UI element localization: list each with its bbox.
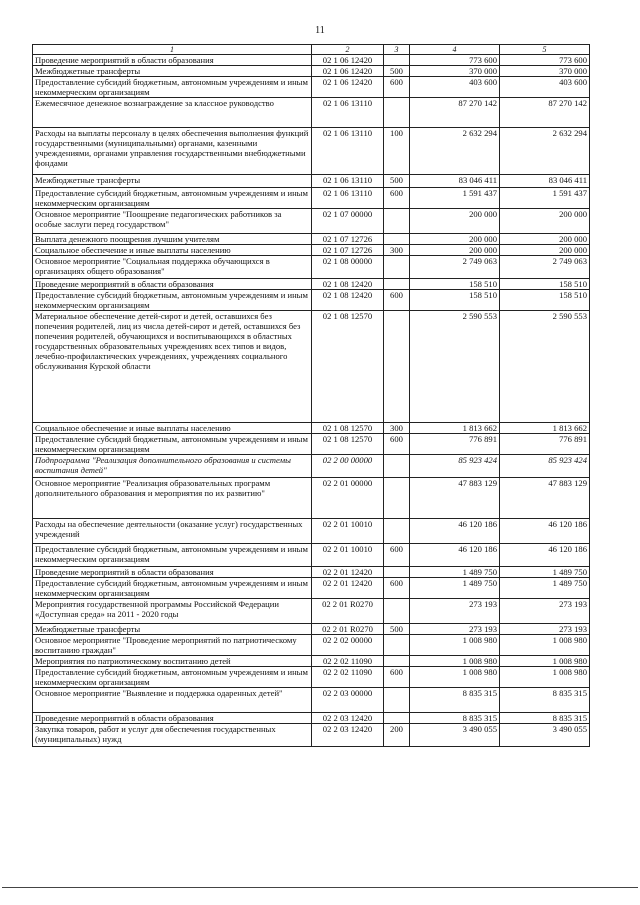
expense-type-cell: 300 xyxy=(384,423,410,434)
amount-year1-cell: 1 489 750 xyxy=(410,567,500,578)
amount-year2-cell: 403 600 xyxy=(500,77,590,98)
amount-year2-cell: 46 120 186 xyxy=(500,544,590,567)
amount-year1-cell: 83 046 411 xyxy=(410,175,500,188)
row-name-cell: Проведение мероприятий в области образования xyxy=(33,55,312,66)
row-name-cell: Расходы на обеспечение деятельности (оказание услуг) государственных учреждений xyxy=(33,519,312,544)
amount-year1-cell: 8 835 315 xyxy=(410,688,500,713)
amount-year1-cell: 1 008 980 xyxy=(410,656,500,667)
row-name-cell: Основное мероприятие "Выявление и поддержка одаренных детей" xyxy=(33,688,312,713)
table-row xyxy=(33,544,590,567)
row-name-cell: Предоставление субсидий бюджетным, автономным учреждениям и иным некоммерческим организациям xyxy=(33,77,312,98)
amount-year2-cell: 47 883 129 xyxy=(500,478,590,519)
amount-year2-cell: 1 591 437 xyxy=(500,188,590,209)
amount-year1-cell: 403 600 xyxy=(410,77,500,98)
expense-type-cell xyxy=(384,567,410,578)
expense-type-cell: 600 xyxy=(384,290,410,311)
expense-type-cell xyxy=(384,599,410,624)
budget-code-cell: 02 1 07 12726 xyxy=(312,234,384,245)
table-row xyxy=(33,234,590,245)
amount-year1-cell: 1 489 750 xyxy=(410,578,500,599)
column-number: 1 xyxy=(33,45,312,55)
budget-code-cell: 02 1 06 13110 xyxy=(312,188,384,209)
table-row xyxy=(33,279,590,290)
amount-year2-cell: 1 008 980 xyxy=(500,635,590,656)
expense-type-cell xyxy=(384,455,410,478)
amount-year2-cell: 1 489 750 xyxy=(500,578,590,599)
page-number: 11 xyxy=(315,25,325,36)
expense-type-cell: 500 xyxy=(384,66,410,77)
row-name-cell: Подпрограмма "Реализация дополнительного образования и системы воспитания детей" xyxy=(33,455,312,478)
budget-code-cell: 02 2 01 R0270 xyxy=(312,624,384,635)
budget-code-cell: 02 1 08 12570 xyxy=(312,423,384,434)
row-name-cell: Расходы на выплаты персоналу в целях обеспечения выполнения функций государственными (муниципальными) органами, казенными учреждениями, органами управления государственными внебюджетными фондами xyxy=(33,128,312,175)
expense-type-cell: 600 xyxy=(384,77,410,98)
table-row xyxy=(33,128,590,175)
expense-type-cell xyxy=(384,635,410,656)
amount-year1-cell: 85 923 424 xyxy=(410,455,500,478)
row-name-cell: Основное мероприятие "Проведение мероприятий по патриотическому воспитанию граждан" xyxy=(33,635,312,656)
amount-year1-cell: 1 813 662 xyxy=(410,423,500,434)
expense-type-cell: 200 xyxy=(384,724,410,747)
table-row xyxy=(33,175,590,188)
row-name-cell: Основное мероприятие "Социальная поддержка обучающихся в организациях общего образования" xyxy=(33,256,312,279)
table-row xyxy=(33,724,590,747)
budget-code-cell: 02 2 00 00000 xyxy=(312,455,384,478)
amount-year2-cell: 1 008 980 xyxy=(500,667,590,688)
budget-code-cell: 02 2 01 10010 xyxy=(312,519,384,544)
table-row xyxy=(33,455,590,478)
table-row xyxy=(33,624,590,635)
budget-code-cell: 02 1 06 13110 xyxy=(312,98,384,128)
expense-type-cell: 600 xyxy=(384,667,410,688)
budget-code-cell: 02 1 06 12420 xyxy=(312,55,384,66)
expense-type-cell: 500 xyxy=(384,624,410,635)
amount-year1-cell: 273 193 xyxy=(410,624,500,635)
amount-year1-cell: 1 591 437 xyxy=(410,188,500,209)
expense-type-cell xyxy=(384,98,410,128)
row-name-cell: Предоставление субсидий бюджетным, автономным учреждениям и иным некоммерческим организациям xyxy=(33,434,312,455)
amount-year1-cell: 773 600 xyxy=(410,55,500,66)
row-name-cell: Проведение мероприятий в области образования xyxy=(33,279,312,290)
expense-type-cell: 300 xyxy=(384,245,410,256)
table-row xyxy=(33,578,590,599)
expense-type-cell xyxy=(384,311,410,423)
expense-type-cell: 600 xyxy=(384,188,410,209)
amount-year1-cell: 1 008 980 xyxy=(410,635,500,656)
budget-code-cell: 02 2 02 11090 xyxy=(312,656,384,667)
expense-type-cell xyxy=(384,713,410,724)
budget-code-cell: 02 1 08 12570 xyxy=(312,311,384,423)
amount-year2-cell: 773 600 xyxy=(500,55,590,66)
row-name-cell: Основное мероприятие "Поощрение педагогических работников за особые заслуги перед государством" xyxy=(33,209,312,234)
amount-year2-cell: 200 000 xyxy=(500,209,590,234)
table-row xyxy=(33,656,590,667)
expense-type-cell xyxy=(384,688,410,713)
amount-year2-cell: 370 000 xyxy=(500,66,590,77)
table-row xyxy=(33,188,590,209)
amount-year2-cell: 2 749 063 xyxy=(500,256,590,279)
amount-year1-cell: 200 000 xyxy=(410,234,500,245)
table-row xyxy=(33,635,590,656)
table-row xyxy=(33,209,590,234)
amount-year1-cell: 200 000 xyxy=(410,209,500,234)
table-row xyxy=(33,478,590,519)
amount-year1-cell: 46 120 186 xyxy=(410,544,500,567)
column-number: 4 xyxy=(410,45,500,55)
budget-code-cell: 02 2 01 10010 xyxy=(312,544,384,567)
amount-year2-cell: 1 489 750 xyxy=(500,567,590,578)
row-name-cell: Межбюджетные трансферты xyxy=(33,624,312,635)
table-row xyxy=(33,667,590,688)
budget-code-cell: 02 1 06 12420 xyxy=(312,77,384,98)
amount-year2-cell: 85 923 424 xyxy=(500,455,590,478)
amount-year1-cell: 47 883 129 xyxy=(410,478,500,519)
row-name-cell: Предоставление субсидий бюджетным, автономным учреждениям и иным некоммерческим организациям xyxy=(33,578,312,599)
budget-code-cell: 02 2 01 12420 xyxy=(312,567,384,578)
row-name-cell: Проведение мероприятий в области образования xyxy=(33,713,312,724)
row-name-cell: Предоставление субсидий бюджетным, автономным учреждениям и иным некоммерческим организациям xyxy=(33,290,312,311)
amount-year2-cell: 87 270 142 xyxy=(500,98,590,128)
budget-code-cell: 02 1 08 12570 xyxy=(312,434,384,455)
table-row xyxy=(33,713,590,724)
table-row xyxy=(33,567,590,578)
row-name-cell: Ежемесячное денежное вознаграждение за классное руководство xyxy=(33,98,312,128)
amount-year2-cell: 83 046 411 xyxy=(500,175,590,188)
amount-year1-cell: 87 270 142 xyxy=(410,98,500,128)
amount-year1-cell: 776 891 xyxy=(410,434,500,455)
amount-year2-cell: 200 000 xyxy=(500,234,590,245)
budget-code-cell: 02 2 02 00000 xyxy=(312,635,384,656)
table-row xyxy=(33,55,590,66)
expense-type-cell: 600 xyxy=(384,544,410,567)
amount-year1-cell: 370 000 xyxy=(410,66,500,77)
expense-type-cell xyxy=(384,279,410,290)
amount-year2-cell: 200 000 xyxy=(500,245,590,256)
budget-code-cell: 02 2 01 12420 xyxy=(312,578,384,599)
expense-type-cell: 600 xyxy=(384,434,410,455)
table-row xyxy=(33,311,590,423)
amount-year2-cell: 2 590 553 xyxy=(500,311,590,423)
budget-code-cell: 02 1 08 12420 xyxy=(312,290,384,311)
amount-year2-cell: 158 510 xyxy=(500,279,590,290)
table-row xyxy=(33,98,590,128)
amount-year1-cell: 8 835 315 xyxy=(410,713,500,724)
budget-code-cell: 02 1 06 13110 xyxy=(312,175,384,188)
row-name-cell: Выплата денежного поощрения лучшим учителям xyxy=(33,234,312,245)
row-name-cell: Проведение мероприятий в области образования xyxy=(33,567,312,578)
budget-code-cell: 02 1 08 00000 xyxy=(312,256,384,279)
row-name-cell: Межбюджетные трансферты xyxy=(33,66,312,77)
amount-year1-cell: 2 590 553 xyxy=(410,311,500,423)
amount-year1-cell: 46 120 186 xyxy=(410,519,500,544)
column-number: 2 xyxy=(312,45,384,55)
page-bottom-edge xyxy=(2,887,638,888)
amount-year2-cell: 8 835 315 xyxy=(500,713,590,724)
budget-code-cell: 02 1 06 12420 xyxy=(312,66,384,77)
amount-year2-cell: 8 835 315 xyxy=(500,688,590,713)
row-name-cell: Материальное обеспечение детей-сирот и детей, оставшихся без попечения родителей, лиц из числа детей-сирот и детей, оставшихся без попечения родителей, обучающихся и воспитывающихся в областных государственных образовательных учреждениях всех типов и видов, лечебно-профилактических учреждениях, учреждениях социального обслуживания Курской области xyxy=(33,311,312,423)
amount-year2-cell: 1 008 980 xyxy=(500,656,590,667)
table-row xyxy=(33,290,590,311)
expense-type-cell: 500 xyxy=(384,175,410,188)
table-row xyxy=(33,519,590,544)
row-name-cell: Мероприятия государственной программы Российской Федерации «Доступная среда» на 2011 - 2020 годы xyxy=(33,599,312,624)
column-number-row xyxy=(33,45,590,55)
expense-type-cell xyxy=(384,656,410,667)
budget-code-cell: 02 1 06 13110 xyxy=(312,128,384,175)
amount-year1-cell: 158 510 xyxy=(410,290,500,311)
row-name-cell: Мероприятия по патриотическому воспитанию детей xyxy=(33,656,312,667)
budget-code-cell: 02 2 03 12420 xyxy=(312,724,384,747)
table-row xyxy=(33,688,590,713)
row-name-cell: Межбюджетные трансферты xyxy=(33,175,312,188)
amount-year1-cell: 158 510 xyxy=(410,279,500,290)
budget-code-cell: 02 2 01 R0270 xyxy=(312,599,384,624)
row-name-cell: Предоставление субсидий бюджетным, автономным учреждениям и иным некоммерческим организациям xyxy=(33,667,312,688)
amount-year1-cell: 2 749 063 xyxy=(410,256,500,279)
amount-year1-cell: 3 490 055 xyxy=(410,724,500,747)
amount-year2-cell: 3 490 055 xyxy=(500,724,590,747)
amount-year1-cell: 273 193 xyxy=(410,599,500,624)
amount-year2-cell: 2 632 294 xyxy=(500,128,590,175)
expense-type-cell xyxy=(384,234,410,245)
table-row xyxy=(33,77,590,98)
row-name-cell: Предоставление субсидий бюджетным, автономным учреждениям и иным некоммерческим организациям xyxy=(33,188,312,209)
row-name-cell: Предоставление субсидий бюджетным, автономным учреждениям и иным некоммерческим организациям xyxy=(33,544,312,567)
expense-type-cell xyxy=(384,256,410,279)
expense-type-cell xyxy=(384,478,410,519)
expense-type-cell xyxy=(384,209,410,234)
row-name-cell: Закупка товаров, работ и услуг для обеспечения государственных (муниципальных) нужд xyxy=(33,724,312,747)
budget-code-cell: 02 1 08 12420 xyxy=(312,279,384,290)
budget-code-cell: 02 2 03 12420 xyxy=(312,713,384,724)
table-row xyxy=(33,66,590,77)
table-row xyxy=(33,599,590,624)
amount-year2-cell: 776 891 xyxy=(500,434,590,455)
column-number: 5 xyxy=(500,45,590,55)
expense-type-cell xyxy=(384,55,410,66)
row-name-cell: Социальное обеспечение и иные выплаты населению xyxy=(33,245,312,256)
table-row xyxy=(33,256,590,279)
budget-table xyxy=(32,44,590,747)
amount-year1-cell: 1 008 980 xyxy=(410,667,500,688)
amount-year2-cell: 273 193 xyxy=(500,624,590,635)
column-number: 3 xyxy=(384,45,410,55)
expense-type-cell xyxy=(384,519,410,544)
budget-code-cell: 02 2 03 00000 xyxy=(312,688,384,713)
budget-code-cell: 02 2 02 11090 xyxy=(312,667,384,688)
table-row xyxy=(33,245,590,256)
amount-year2-cell: 158 510 xyxy=(500,290,590,311)
amount-year2-cell: 273 193 xyxy=(500,599,590,624)
table-row xyxy=(33,434,590,455)
expense-type-cell: 100 xyxy=(384,128,410,175)
amount-year1-cell: 200 000 xyxy=(410,245,500,256)
amount-year1-cell: 2 632 294 xyxy=(410,128,500,175)
budget-code-cell: 02 1 07 00000 xyxy=(312,209,384,234)
table-row xyxy=(33,423,590,434)
budget-code-cell: 02 1 07 12726 xyxy=(312,245,384,256)
budget-code-cell: 02 2 01 00000 xyxy=(312,478,384,519)
expense-type-cell: 600 xyxy=(384,578,410,599)
amount-year2-cell: 1 813 662 xyxy=(500,423,590,434)
row-name-cell: Основное мероприятие "Реализация образовательных программ дополнительного образования и мероприятия по их развитию" xyxy=(33,478,312,519)
row-name-cell: Социальное обеспечение и иные выплаты населению xyxy=(33,423,312,434)
amount-year2-cell: 46 120 186 xyxy=(500,519,590,544)
